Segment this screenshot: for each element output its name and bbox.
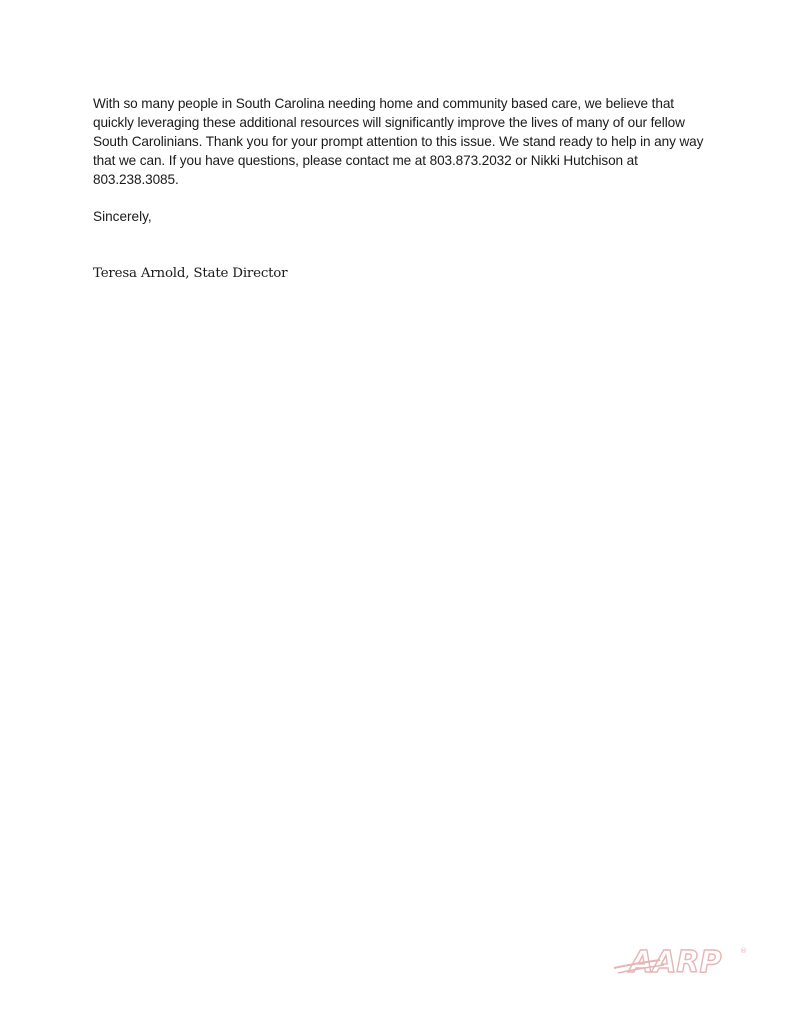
- logo-registered-mark: ®: [740, 947, 747, 955]
- aarp-logo-icon: [612, 942, 748, 978]
- letter-body-paragraph: With so many people in South Carolina needing home and community based care, we believe that quickly leveraging these additional resources will significantly improve the lives of many of our fellow South Carolinians. Thank you for your prompt attention to this issue. We stand ready to help in any way that we can. If you have questions, please contact me at 803.873.2032 or Nikki Hutchison at 803.238.3085.: [93, 96, 704, 187]
- letter-signature: Teresa Arnold, State Director: [93, 266, 288, 281]
- logo-wordmark: AARP: [630, 945, 722, 978]
- letter-closing: Sincerely,: [93, 209, 152, 224]
